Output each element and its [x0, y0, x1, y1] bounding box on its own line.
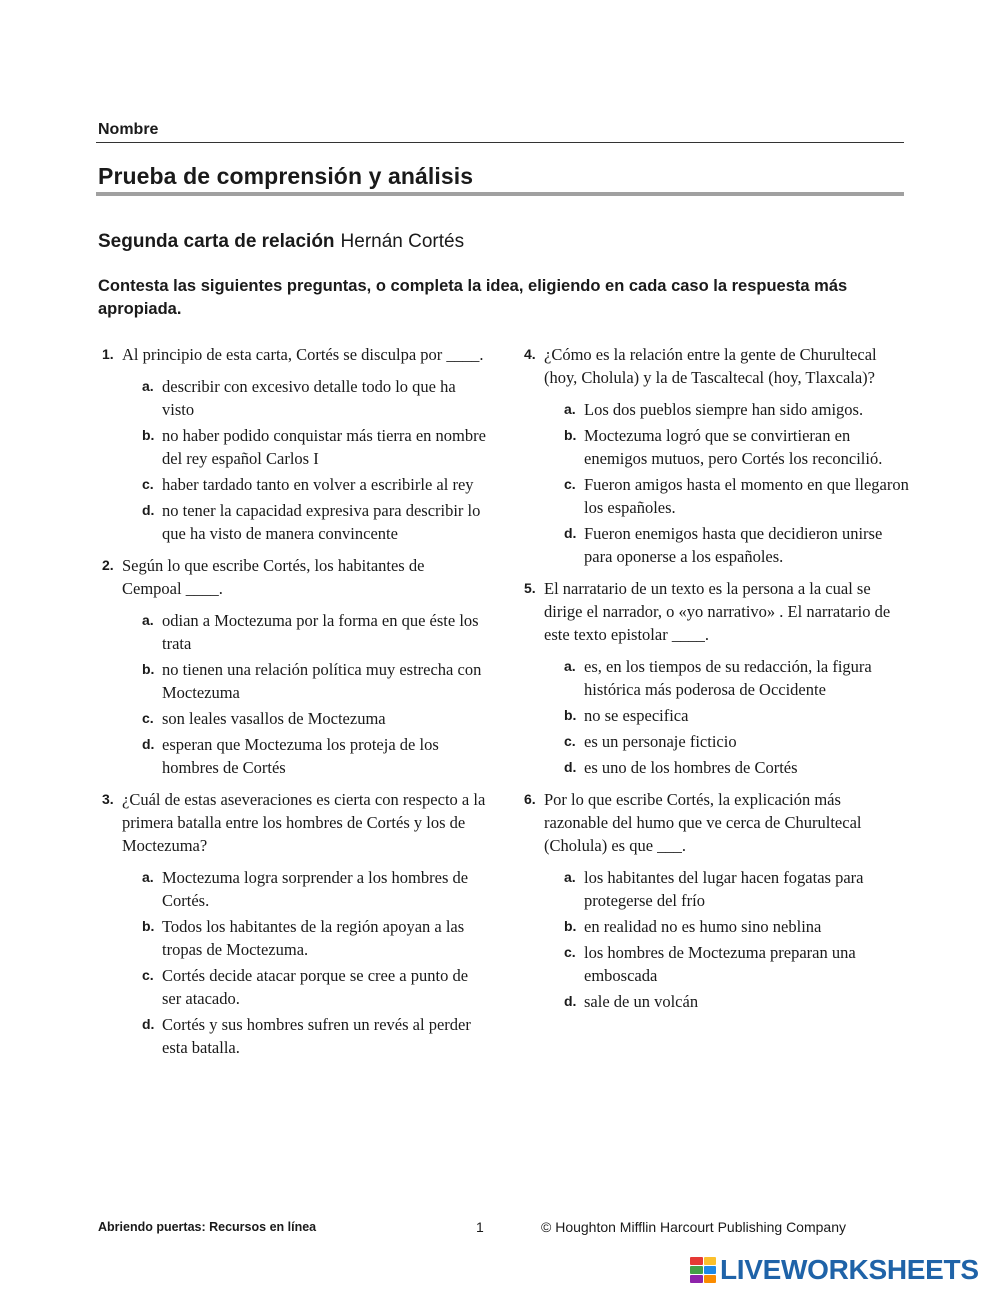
option-item[interactable]	[544, 655, 909, 701]
option-text: Moctezuma logró que se convirtieran en enemigos mutuos, pero Cortés los reconcilió.	[584, 426, 883, 468]
option-text: Fueron enemigos hasta que decidieron unirse para oponerse a los españoles.	[584, 524, 883, 566]
question-number: 2.	[102, 557, 114, 573]
option-letter: c.	[142, 710, 154, 726]
question-5	[524, 577, 909, 779]
liveworksheets-mark-icon	[690, 1257, 716, 1283]
question-text: Según lo que escribe Cortés, los habitantes de Cempoal ____.	[122, 556, 425, 598]
option-item[interactable]	[122, 375, 487, 421]
page-title: Prueba de comprensión y análisis	[98, 163, 474, 189]
question-text: Por lo que escribe Cortés, la explicación más razonable del humo que ve cerca de Churultecal (Cholula) es que ___.	[544, 790, 862, 855]
footer-page-number: 1	[476, 1219, 484, 1235]
option-letter: a.	[564, 401, 576, 417]
option-letter: a.	[142, 869, 154, 885]
option-text: Cortés y sus hombres sufren un revés al perder esta batalla.	[162, 1015, 471, 1057]
options-list	[122, 375, 487, 545]
option-item[interactable]	[122, 733, 487, 779]
option-letter: b.	[564, 707, 577, 723]
options-list	[122, 609, 487, 779]
option-text: no se especifica	[584, 706, 689, 725]
option-item[interactable]	[122, 658, 487, 704]
option-text: odian a Moctezuma por la forma en que éste los trata	[162, 611, 479, 653]
option-text: es, en los tiempos de su redacción, la figura histórica más poderosa de Occidente	[584, 657, 872, 699]
option-letter: b.	[142, 661, 155, 677]
question-3	[102, 788, 487, 1059]
option-letter: a.	[564, 658, 576, 674]
question-number: 3.	[102, 791, 114, 807]
name-label: Nombre	[98, 121, 159, 138]
option-text: haber tardado tanto en volver a escribirle al rey	[162, 475, 474, 494]
option-text: no tener la capacidad expresiva para describir lo que ha visto de manera convincente	[162, 501, 481, 543]
option-letter: d.	[564, 525, 577, 541]
option-item[interactable]	[122, 499, 487, 545]
option-text: sale de un volcán	[584, 992, 699, 1011]
option-item[interactable]	[544, 866, 909, 912]
option-text: Todos los habitantes de la región apoyan a las tropas de Moctezuma.	[162, 917, 465, 959]
option-item[interactable]	[544, 424, 909, 470]
option-letter: d.	[564, 993, 577, 1009]
question-text: El narratario de un texto es la persona a la cual se dirige el narrador, o «yo narrativo» . El narratario de este texto epistolar ____.	[544, 579, 891, 644]
option-text: los hombres de Moctezuma preparan una emboscada	[584, 943, 856, 985]
question-text: Al principio de esta carta, Cortés se disculpa por ____.	[122, 345, 484, 364]
option-item[interactable]	[122, 424, 487, 470]
question-2	[102, 554, 487, 779]
question-number: 1.	[102, 346, 114, 362]
option-item[interactable]	[544, 730, 909, 753]
option-letter: c.	[142, 476, 154, 492]
title-rule	[96, 192, 904, 196]
option-text: es un personaje ficticio	[584, 732, 737, 751]
footer-copyright: © Houghton Mifflin Harcourt Publishing Company	[541, 1219, 846, 1235]
option-item[interactable]	[544, 704, 909, 727]
option-text: Cortés decide atacar porque se cree a punto de ser atacado.	[162, 966, 469, 1008]
option-item[interactable]	[122, 473, 487, 496]
option-item[interactable]	[122, 866, 487, 912]
option-letter: b.	[564, 918, 577, 934]
question-6	[524, 788, 909, 1013]
option-text: describir con excesivo detalle todo lo que ha visto	[162, 377, 456, 419]
option-letter: a.	[142, 612, 154, 628]
option-item[interactable]	[544, 522, 909, 568]
option-item[interactable]	[544, 990, 909, 1013]
option-item[interactable]	[544, 756, 909, 779]
option-letter: a.	[564, 869, 576, 885]
liveworksheets-logo[interactable]	[690, 1254, 979, 1286]
option-item[interactable]	[544, 473, 909, 519]
option-letter: c.	[564, 733, 576, 749]
option-letter: c.	[142, 967, 154, 983]
option-text: no haber podido conquistar más tierra en nombre del rey español Carlos I	[162, 426, 486, 468]
options-list	[544, 655, 909, 779]
question-number: 5.	[524, 580, 536, 596]
option-letter: b.	[564, 427, 577, 443]
option-item[interactable]	[122, 707, 487, 730]
option-letter: a.	[142, 378, 154, 394]
option-text: Moctezuma logra sorprender a los hombres de Cortés.	[162, 868, 469, 910]
option-text: en realidad no es humo sino neblina	[584, 917, 822, 936]
option-letter: b.	[142, 918, 155, 934]
option-letter: d.	[142, 736, 155, 752]
option-text: Los dos pueblos siempre han sido amigos.	[584, 400, 864, 419]
option-item[interactable]	[122, 609, 487, 655]
option-text: Fueron amigos hasta el momento en que llegaron los españoles.	[584, 475, 909, 517]
footer-book-title: Abriendo puertas: Recursos en línea	[98, 1220, 317, 1234]
option-letter: d.	[142, 502, 155, 518]
option-item[interactable]	[122, 1013, 487, 1059]
option-letter: d.	[142, 1016, 155, 1032]
option-item[interactable]	[544, 941, 909, 987]
instructions: Contesta las siguientes preguntas, o completa la idea, eligiendo en cada caso la respuesta más apropiada.	[98, 277, 848, 318]
option-item[interactable]	[544, 398, 909, 421]
question-number: 6.	[524, 791, 536, 807]
option-item[interactable]	[122, 915, 487, 961]
author-name: Hernán Cortés	[340, 231, 465, 252]
logo-text: LIVEWORKSHEETS	[720, 1254, 979, 1285]
name-line	[96, 142, 904, 143]
options-list	[544, 398, 909, 568]
option-text: los habitantes del lugar hacen fogatas para protegerse del frío	[584, 868, 864, 910]
question-1	[102, 343, 487, 545]
option-letter: c.	[564, 944, 576, 960]
work-title: Segunda carta de relación	[98, 231, 335, 252]
question-number: 4.	[524, 346, 536, 362]
option-text: es uno de los hombres de Cortés	[584, 758, 798, 777]
option-item[interactable]	[122, 964, 487, 1010]
options-list	[122, 866, 487, 1059]
option-item[interactable]	[544, 915, 909, 938]
left-column	[102, 343, 487, 1068]
option-text: no tienen una relación política muy estrecha con Moctezuma	[162, 660, 482, 702]
question-4	[524, 343, 909, 568]
options-list	[544, 866, 909, 1013]
option-text: son leales vasallos de Moctezuma	[162, 709, 386, 728]
question-text: ¿Cómo es la relación entre la gente de Churultecal (hoy, Cholula) y la de Tascaltecal (hoy, Tlaxcala)?	[544, 345, 877, 387]
right-column	[524, 343, 909, 1022]
option-letter: b.	[142, 427, 155, 443]
option-letter: c.	[564, 476, 576, 492]
question-text: ¿Cuál de estas aseveraciones es cierta con respecto a la primera batalla entre los hombres de Cortés y los de Moctezuma?	[122, 790, 486, 855]
work-subtitle	[98, 231, 464, 253]
option-text: esperan que Moctezuma los proteja de los hombres de Cortés	[162, 735, 439, 777]
option-letter: d.	[564, 759, 577, 775]
